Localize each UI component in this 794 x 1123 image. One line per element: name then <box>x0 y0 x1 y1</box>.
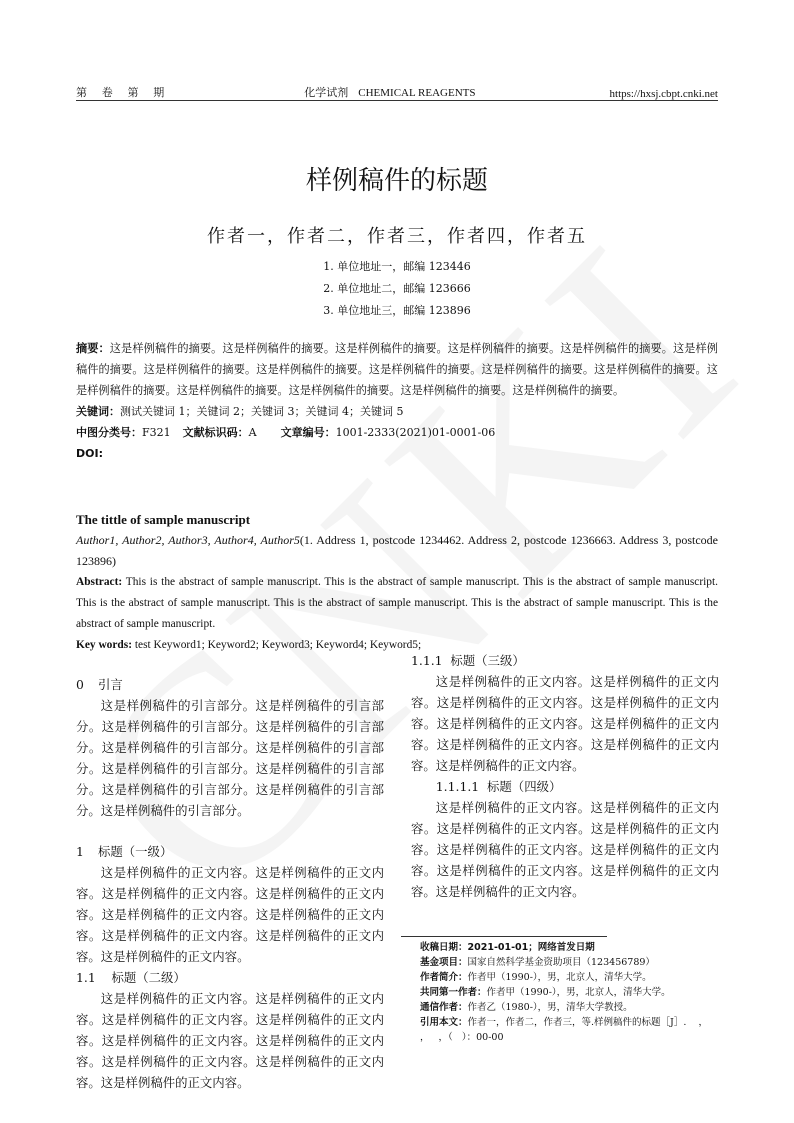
author-bio-note <box>420 970 720 985</box>
citation-note <box>420 1015 720 1045</box>
received-date-text: 收稿日期：2021-01-01；网络首发日期 <box>420 942 595 953</box>
keywords-text: 测试关键词 1；关键词 2；关键词 3；关键词 4；关键词 5 <box>120 405 404 418</box>
footnotes <box>420 940 720 1045</box>
co-first-author-label: 共同第一作者： <box>420 987 487 998</box>
journal-url[interactable]: https://hxsj.cbpt.cnki.net <box>609 88 718 100</box>
page-title: 样例稿件的标题 <box>305 166 488 196</box>
right-column <box>411 650 719 902</box>
journal-name-cn: 化学试剂 <box>304 87 349 99</box>
article-number-label: 文章编号： <box>280 426 336 439</box>
affiliation-item: 1. 单位地址一，邮编 123446 <box>323 260 471 273</box>
journal-name-en: CHEMICAL REAGENTS <box>358 87 476 99</box>
clc-value: F321 <box>142 426 171 439</box>
english-abstract-label: Abstract: <box>76 576 123 588</box>
header-rule <box>76 100 718 101</box>
intro-paragraph: 这是样例稿件的引言部分。这是样例稿件的引言部分。这是样例稿件的引言部分。这是样例稿件的引言部分。这是样例稿件的引言部分。这是样例稿件的引言部分。这是样例稿件的引言部分。这是样例稿件的引言部分。这是样例稿件的引言部分。这是样例稿件的引言部分。这是样例稿件的引言部分。 <box>76 698 384 818</box>
keywords-label: 关键词： <box>76 405 120 418</box>
running-header <box>76 82 718 100</box>
section-heading-1 <box>76 841 384 862</box>
affiliation-item: 3. 单位地址三，邮编 123896 <box>323 304 471 317</box>
footnote-rule <box>401 936 607 937</box>
doi-label: DOI: <box>76 447 103 460</box>
author-list: 作者一，作者二，作者三，作者四，作者五 <box>207 226 587 247</box>
english-keywords-text: test Keyword1; Keyword2; Keyword3; Keyword4; Keyword5; <box>132 639 422 651</box>
english-author-list: Author1, Author2, Author3, Author4, Author5 <box>76 533 300 547</box>
section-1-1-1-paragraph: 这是样例稿件的正文内容。这是样例稿件的正文内容。这是样例稿件的正文内容。这是样例稿件的正文内容。这是样例稿件的正文内容。这是样例稿件的正文内容。这是样例稿件的正文内容。这是样例稿件的正文内容。这是样例稿件的正文内容。 <box>411 674 719 773</box>
english-keywords-label: Key words: <box>76 639 132 651</box>
english-abstract <box>76 572 718 635</box>
clc-label: 中图分类号： <box>76 426 142 439</box>
affiliation-item: 2. 单位地址二，邮编 123666 <box>323 282 471 295</box>
fund-label: 基金项目： <box>420 957 468 968</box>
english-abstract-block <box>76 509 718 656</box>
section-heading-intro <box>76 674 384 695</box>
co-first-author-text: 作者甲（1990-），男，北京人，清华大学。 <box>486 987 671 998</box>
author-bio-text: 作者甲（1990-），男，北京人，清华大学。 <box>467 972 652 983</box>
issue-info: 第 卷 第 期 <box>76 87 171 99</box>
english-affiliations: (1. Address 1, postcode 1234462. Address 2, postcode 1236663. Address 3, postcode 123896) <box>76 533 718 568</box>
abstract-label: 摘要： <box>76 342 110 355</box>
corresponding-author-text: 作者乙（1980-），男，清华大学教授。 <box>467 1002 633 1013</box>
co-first-author-note <box>420 985 720 1000</box>
chinese-abstract-block <box>76 338 718 464</box>
corresponding-author-note <box>420 1000 720 1015</box>
section-number: 0 <box>76 677 84 692</box>
section-1-paragraph: 这是样例稿件的正文内容。这是样例稿件的正文内容。这是样例稿件的正文内容。这是样例稿件的正文内容。这是样例稿件的正文内容。这是样例稿件的正文内容。这是样例稿件的正文内容。这是样例稿件的正文内容。这是样例稿件的正文内容。 <box>76 865 384 964</box>
section-1-1-1-1-paragraph: 这是样例稿件的正文内容。这是样例稿件的正文内容。这是样例稿件的正文内容。这是样例稿件的正文内容。这是样例稿件的正文内容。这是样例稿件的正文内容。这是样例稿件的正文内容。这是样例稿件的正文内容。这是样例稿件的正文内容。 <box>411 800 719 899</box>
english-title: The tittle of sample manuscript <box>76 512 251 527</box>
left-column <box>76 650 384 1093</box>
section-heading-1-1-1: 1.1.1 标题（三级） <box>411 653 525 668</box>
journal-name <box>304 84 475 100</box>
section-title: 引言 <box>98 677 123 692</box>
english-authors <box>76 530 718 572</box>
section-heading-1-1-1-1: 1.1.1.1 标题（四级） <box>435 779 562 794</box>
fund-text: 国家自然科学基金资助项目（123456789） <box>467 957 655 968</box>
classification-line <box>76 422 718 443</box>
doc-code-value: A <box>248 426 257 439</box>
doc-code-label: 文献标识码： <box>182 426 249 439</box>
section-heading-1-1: 1.1 标题（二级） <box>76 970 186 985</box>
section-title: 标题（一级） <box>98 844 173 859</box>
fund-note <box>420 955 720 970</box>
abstract-text: 这是样例稿件的摘要。这是样例稿件的摘要。这是样例稿件的摘要。这是样例稿件的摘要。这是样例稿件的摘要。这是样例稿件的摘要。这是样例稿件的摘要。这是样例稿件的摘要。这是样例稿件的摘要。这是样例稿件的摘要。这是样例稿件的摘要。这是样例稿件的摘要。这是样例稿件的摘要。这是样例稿件的摘要。这是样例稿件的摘要。这是样例稿件的摘要。 <box>76 342 718 397</box>
affiliation-list <box>0 256 794 322</box>
section-1-1-paragraph: 这是样例稿件的正文内容。这是样例稿件的正文内容。这是样例稿件的正文内容。这是样例稿件的正文内容。这是样例稿件的正文内容。这是样例稿件的正文内容。这是样例稿件的正文内容。这是样例稿件的正文内容。这是样例稿件的正文内容。 <box>76 991 384 1090</box>
received-date <box>420 940 720 955</box>
section-number: 1 <box>76 844 84 859</box>
author-bio-label: 作者简介： <box>420 972 468 983</box>
abstract <box>76 338 718 401</box>
corresponding-author-label: 通信作者： <box>420 1002 468 1013</box>
citation-label: 引用本文： <box>420 1017 468 1028</box>
english-abstract-text: This is the abstract of sample manuscript. This is the abstract of sample manuscript. This is the abstract of sample manuscript. This is the abstract of sample manuscript. This is the abstract of sample manuscript. This is the abstract of sample manuscript. This is the abstract of sample manuscript. <box>76 576 718 630</box>
article-number-value: 1001-2333(2021)01-0001-06 <box>335 426 496 439</box>
doi-line <box>76 443 718 464</box>
keywords <box>76 401 718 422</box>
citation-text: 作者一，作者二，作者三，等.样例稿件的标题［J］. ， ， ，（ ）：00-00 <box>420 1017 718 1043</box>
